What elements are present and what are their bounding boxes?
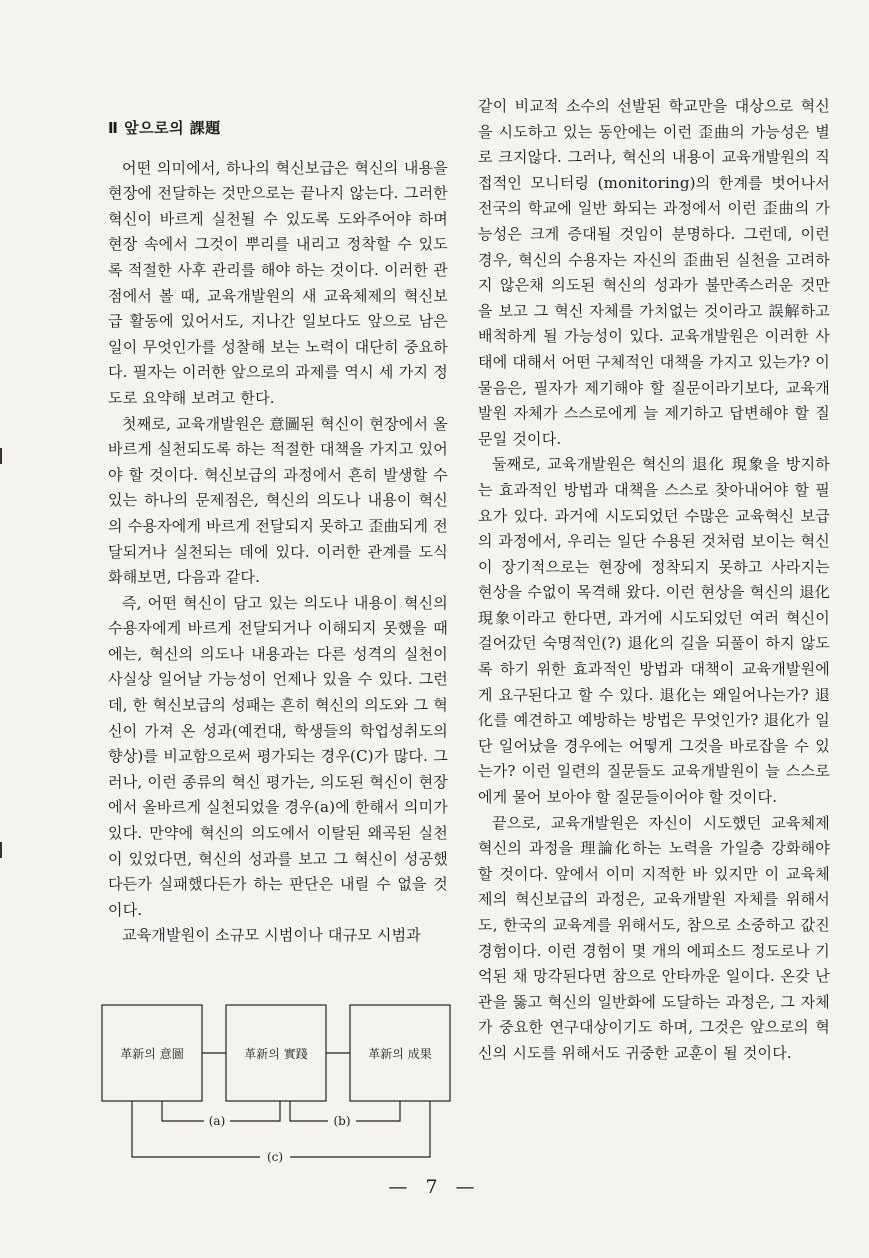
paragraph: 어떤 의미에서, 하나의 혁신보급은 혁신의 내용을 현장에 전달하는 것만으로는 끝나지 않는다. 그러한 혁신이 바르게 실천될 수 있도록 도와주어야 하며 현장 속에서 그것이 뿌리를 내리고 정착할 수 있도록 적절한 사후 관리를 해야 하는 것이다. 이러한 관점에서 볼 때, 교육개발원의 새 교육체제의 혁신보급 활동에 있어서도, 지나간 일보다도 앞으로 남은 일이 무엇인가를 성찰해 보는 노력이 대단히 중요하다. 필자는 이러한 앞으로의 과제를 역시 세 가지 정도로 요약해 보려고 한다. bbox=[108, 158, 448, 407]
paragraph: 즉, 어떤 혁신이 담고 있는 의도나 내용이 혁신의 수용자에게 바르게 전달되거나 이해되지 못했을 때에는, 혁신의 의도나 내용과는 다른 성격의 실천이 사실상 일어날 가능성이 언제나 있을 수 있다. 그런데, 한 혁신보급의 성패는 흔히 혁신의 의도와 그 혁신이 가져 온 성과(예컨대, 학생들의 학업성취도의 향상)를 비교함으로써 평가되는 경우(C)가 많다. 그러나, 이런 종류의 혁신 평가는, 의도된 혁신이 현장에서 올바르게 실천되었을 경우(a)에 한해서 의미가 있다. 만약에 혁신의 의도에서 이탈된 왜곡된 실천이 있었다면, 혁신의 성과를 보고 그 혁신이 성공했다든가 실패했다든가 하는 판단은 내릴 수 없을 것이다. bbox=[108, 593, 448, 919]
margin-mark bbox=[0, 448, 2, 464]
section-title: Ⅱ 앞으로의 課題 bbox=[108, 119, 221, 137]
connector-b bbox=[290, 1101, 328, 1121]
margin-mark bbox=[0, 842, 2, 858]
connector-b bbox=[356, 1101, 400, 1121]
paragraph: 같이 비교적 소수의 선발된 학교만을 대상으로 혁신을 시도하고 있는 동안에는 이런 歪曲의 가능성은 별로 크지않다. 그러나, 혁신의 내용이 교육개발원의 직접적인 모니터링 (monitoring)의 한계를 벗어나서 전국의 학교에 일반 화되는 과정에서 이런 歪曲의 가능성은 크게 증대될 것임이 분명하다. 그런데, 이런 경우, 혁신의 수용자는 자신의 歪曲된 실천을 고려하지 않은채 의도된 혁신의 성과가 불만족스러운 것만을 보고 그 혁신 자체를 가치없는 것이라고 誤解하고 배척하게 될 가능성이 있다. 교육개발원은 이러한 사태에 대해서 어떤 구체적인 대책을 가지고 있는가? 이 물음은, 필자가 제기해야 할 질문이라기보다, 교육개발원 자체가 스스로에게 늘 제기하고 답변해야 할 질문일 것이다. bbox=[478, 97, 830, 448]
innovation-diagram bbox=[100, 1003, 456, 1171]
paragraph: 끝으로, 교육개발원은 자신이 시도했던 교육체제 혁신의 과정을 理論化하는 노력을 가일층 강화해야 할 것이다. 앞에서 이미 지적한 바 있지만 이 교육체제의 혁신보급의 과정은, 교육개발원 자체를 위해서도, 한국의 교육계를 위해서도, 참으로 소중하고 값진 경험이다. 이런 경험이 몇 개의 에피소드 정도로나 기억된 채 망각된다면 참으로 안타까운 일이다. 온갖 난관을 뚫고 혁신의 일반화에 도달하는 과정은, 그 자체가 중요한 연구대상이기도 하며, 그것은 앞으로의 혁신의 시도를 위해서도 귀중한 교훈이 될 것이다. bbox=[478, 813, 830, 1062]
page-number: — 7 — bbox=[388, 1176, 481, 1198]
diagram-svg bbox=[100, 1003, 456, 1171]
diagram-label-outcome: 革新의 成果 bbox=[368, 1047, 432, 1061]
connector-c bbox=[132, 1101, 260, 1157]
connector-a bbox=[230, 1101, 280, 1121]
diagram-label-a: (a) bbox=[208, 1114, 226, 1128]
left-column bbox=[108, 116, 448, 949]
connector-a bbox=[162, 1101, 204, 1121]
paragraph: 첫째로, 교육개발원은 意圖된 혁신이 현장에서 올바르게 실천되도록 하는 적절한 대책을 가지고 있어야 할 것이다. 혁신보급의 과정에서 흔히 발생할 수 있는 하나의 문제점은, 혁신의 의도나 내용이 혁신의 수용자에게 바르게 전달되지 못하고 歪曲되게 전달되거나 실천되는 데에 있다. 이러한 관계를 도식화해보면, 다음과 같다. bbox=[108, 414, 448, 587]
diagram-label-practice: 革新의 實踐 bbox=[244, 1047, 308, 1061]
connector-c bbox=[290, 1101, 430, 1157]
diagram-label-intent: 革新의 意圖 bbox=[120, 1047, 184, 1061]
right-column bbox=[478, 94, 830, 1067]
paragraph: 교육개발원이 소규모 시범이나 대규모 시범과 bbox=[122, 926, 421, 945]
diagram-label-b: (b) bbox=[333, 1114, 351, 1128]
diagram-label-c: (c) bbox=[266, 1150, 284, 1164]
paragraph: 둘째로, 교육개발원은 혁신의 退化 現象을 방지하는 효과적인 방법과 대책을 스스로 찾아내어야 할 필요가 있다. 과거에 시도되었던 수많은 교육혁신 보급의 과정에서, 우리는 일단 수용된 것처럼 보이는 혁신이 장기적으로는 현장에 정착되지 못하고 사라지는 현상을 수없이 목격해 왔다. 이런 현상을 혁신의 退化 現象이라고 한다면, 과거에 시도되었던 여러 혁신이 걸어갔던 숙명적인(?) 退化의 길을 되풀이 하지 않도록 하기 위한 효과적인 방법과 대책이 교육개발원에게 요구된다고 할 수 있다. 退化는 왜일어나는가? 退化를 예견하고 예방하는 방법은 무엇인가? 退化가 일단 일어났을 경우에는 어떻게 그것을 바로잡을 수 있는가? 이런 일련의 질문들도 교육개발원이 늘 스스로에게 물어 보아야 할 질문들이어야 할 것이다. bbox=[478, 455, 830, 807]
